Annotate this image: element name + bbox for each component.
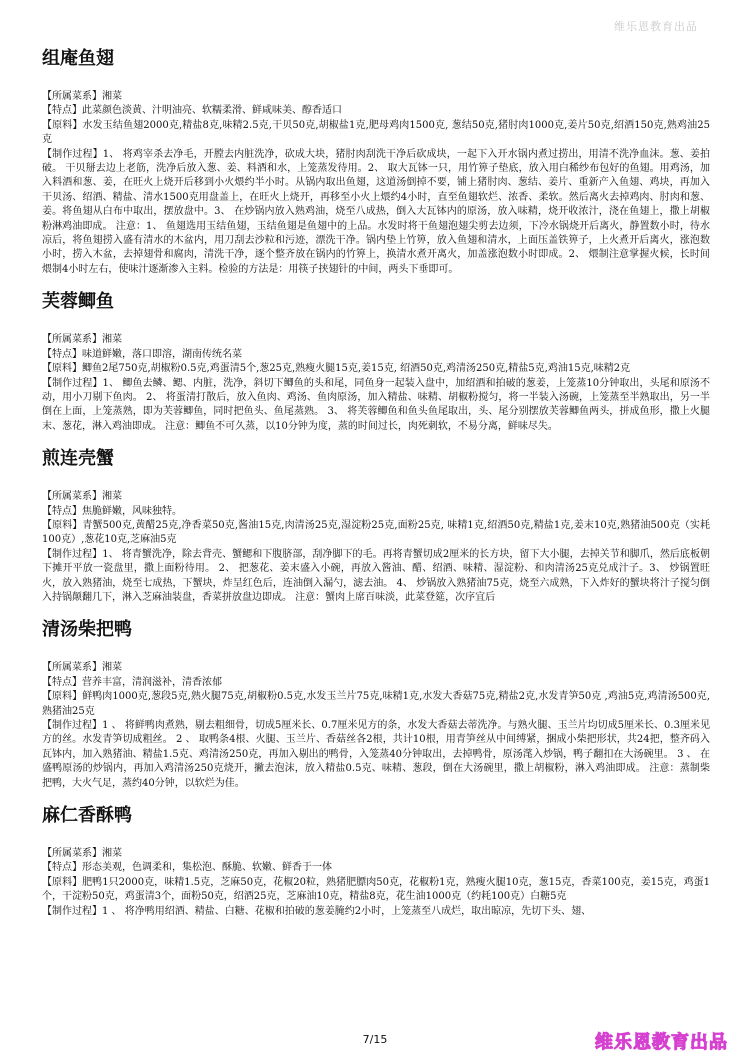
- ingredients-row: [42, 362, 710, 376]
- process-value: 1 、 将鲜鸭肉煮熟，剔去粗细骨，切成5厘米长、0.7厘米见方的条，水发大香菇去蒂洗净。与熟火腿、玉兰片均切成5厘米长、0.3厘米见方的丝。水发青笋切成粗丝。 2 、 取鸭条4根、火腿、玉兰片、香菇丝各2根，共计10根，用青笋丝从中间缚紧，捆成小柴把形状，共24把，整齐码入瓦钵内，加入熟猪油、精盐1.5克、鸡清汤250克，再加入剔出的鸭骨，入笼蒸40分钟取出，去掉鸭骨，原汤滗入炒锅，鸭子翻扣在大汤碗里。 3 、 在盛鸭原汤的炒锅内，再加入鸡清汤250克烧开，撇去泡沫，放入精盐0.5克、味精、葱段，倒在大汤碗里，撒上胡椒粉，淋入鸡油即成。 注意：蒸制柴把鸭，大火气足，蒸约40分钟，以软烂为佳。: [42, 720, 710, 789]
- process-value: 1 、 将净鸭用绍酒、精盐、白糖、花椒和拍破的葱姜腌约2小时，上笼蒸至八成烂，取出晾凉，先切下头、翅、: [102, 905, 592, 917]
- header-watermark: 维乐恩教育出品: [614, 20, 698, 33]
- category-label: 【所属菜系】: [42, 334, 102, 346]
- process-label: 【制作过程】: [42, 548, 103, 560]
- dish-section: [42, 48, 710, 277]
- footer-watermark: 维乐恩教育出品: [595, 1032, 728, 1053]
- category-row: [42, 847, 710, 861]
- ingredients-label: 【原料】: [42, 119, 83, 131]
- ingredients-label: 【原料】: [42, 519, 83, 531]
- process-row: [42, 905, 710, 919]
- feature-label: 【特点】: [42, 348, 82, 360]
- dish-section: [42, 291, 710, 434]
- category-value: 湘菜: [102, 848, 122, 860]
- document-body: [42, 48, 710, 933]
- feature-value: 此菜颜色淡黄、汁明油亮、软糯柔滑、鲜咸味美、醇香适口: [82, 105, 342, 117]
- feature-label: 【特点】: [42, 505, 82, 517]
- process-row: [42, 719, 710, 791]
- ingredients-value: 水发玉结鱼翅2000克,精盐8克,味精2.5克,干贝50克,胡椒盐1克,肥母鸡肉1500克, 葱结50克,猪肘肉1000克,姜片50克,绍酒150克,熟鸡油25克: [42, 119, 710, 146]
- ingredients-row: [42, 119, 710, 148]
- feature-row: [42, 861, 710, 875]
- ingredients-value: 肥鸭1只2000克，味精1.5克，芝麻50克，花椒20粒，熟猪肥膘肉50克，花椒粉1克，熟瘦火腿10克，葱15克，香菜100克，姜15克，鸡蛋1个，干淀粉50克，鸡蛋清3个，面粉50克，绍酒25克，芝麻油10克，精盐8克，花生油1000克（约耗100克）白糖5克: [42, 876, 711, 903]
- dish-section: [42, 448, 710, 605]
- ingredients-row: [42, 519, 710, 548]
- feature-row: [42, 104, 710, 118]
- category-row: [42, 490, 710, 504]
- process-row: [42, 148, 710, 278]
- feature-value: 形态美观，色调柔和，集松泡、酥脆、软嫩、鲜香于一体: [82, 862, 332, 874]
- feature-row: [42, 348, 710, 362]
- feature-value: 焦脆鲜嫩，风味独特。: [82, 505, 182, 517]
- feature-value: 营养丰富，清润滋补，清香浓郁: [82, 676, 222, 688]
- feature-label: 【特点】: [42, 862, 82, 874]
- ingredients-row: [42, 876, 710, 905]
- process-label: 【制作过程】: [42, 720, 103, 731]
- dish-section: [42, 805, 710, 919]
- process-value: 1、 将青蟹洗净，除去背壳、蟹鳃和下腹脐部，刮净脚下的毛。再将青蟹切成2厘米的长方块，留下大小腿，去掉关节和脚爪，然后底板朝下摊开平放一瓷盘里，撒上面粉待用。 2、 把葱花、姜末盛入小碗，再放入酱油、醋、绍酒、味精、湿淀粉、和肉清汤25克兑成汁子。3、 炒锅置旺火，放入熟猪油，烧至七成热，下蟹块，炸呈红色后，连油倒入漏勺，滤去油。 4、 炒锅放入熟猪油75克，烧至六成熟，下入炸好的蟹块将汁子搅匀倒入持锅颠翻几下，淋入芝麻油装盘，香菜拼放盘边即成。 注意：蟹肉上席百味淡，此菜登筵，次序宜后: [42, 548, 710, 603]
- feature-row: [42, 676, 710, 690]
- dish-title: 芙蓉鲫鱼: [42, 291, 114, 313]
- page-number: 7/15: [362, 1033, 388, 1046]
- process-label: 【制作过程】: [42, 905, 102, 917]
- dish-title: 清汤柴把鸭: [42, 619, 132, 641]
- dish-title: 麻仁香酥鸭: [42, 805, 132, 827]
- category-row: [42, 333, 710, 347]
- category-value: 湘菜: [102, 91, 122, 102]
- category-label: 【所属菜系】: [42, 491, 102, 503]
- feature-value: 味道鲜嫩，落口即溶，湖南传统名菜: [82, 348, 242, 360]
- category-value: 湘菜: [102, 334, 122, 346]
- category-label: 【所属菜系】: [42, 91, 102, 102]
- feature-label: 【特点】: [42, 105, 82, 117]
- category-label: 【所属菜系】: [42, 662, 102, 674]
- ingredients-value: 鲜鸭肉1000克,葱段5克,熟火腿75克,胡椒粉0.5克,水发玉兰片75克,味精1克,水发大香菇75克,精盐2克,水发青笋50克 ,鸡油5克,鸡清汤500克,熟猪油25克: [42, 691, 711, 717]
- ingredients-label: 【原料】: [42, 363, 82, 375]
- ingredients-value: 青蟹500克,黄醋25克,净香菜50克,酱油15克,肉清汤25克,湿淀粉25克,面粉25克, 味精1克,绍酒50克,精盐1克,姜末10克,熟猪油500克（实耗100克）,葱花10克,芝麻油5克: [42, 519, 711, 546]
- dish-title: 组庵鱼翅: [42, 48, 114, 69]
- process-row: [42, 377, 710, 435]
- process-label: 【制作过程】: [42, 148, 103, 160]
- category-label: 【所属菜系】: [42, 848, 102, 860]
- process-row: [42, 548, 710, 606]
- process-label: 【制作过程】: [42, 377, 103, 389]
- process-value: 1、 鲫鱼去鳞、鳃、内脏，洗净，斜切下鲫鱼的头和尾，同鱼身一起装入盘中，加绍酒和拍破的葱姜，上笼蒸10分钟取出，头尾和原汤不动，用小刀剔下鱼肉。 2、 将蛋清打散后，放入鱼肉、鸡汤、鱼肉原汤，加入精盐、味精、胡椒粉搅匀，将一半装入汤碗，上笼蒸至半熟取出，另一半倒在上面，上笼蒸熟，即为芙蓉鲫鱼，同时把鱼头、鱼尾蒸熟。 3、 将芙蓉鲫鱼和鱼头鱼尾取出，头、尾分别摆放芙蓉鲫鱼两头，拼成鱼形，撒上火腿末、葱花，淋入鸡油即成。 注意：鲫鱼不可久蒸，以10分钟为度，蒸的时间过长，肉死刺软，不易分离，鲜味尽失。: [42, 377, 711, 432]
- dish-title: 煎连壳蟹: [42, 448, 114, 470]
- ingredients-label: 【原料】: [42, 691, 83, 703]
- ingredients-label: 【原料】: [42, 876, 83, 888]
- feature-row: [42, 505, 710, 519]
- ingredients-row: [42, 690, 710, 719]
- category-row: [42, 661, 710, 675]
- dish-section: [42, 619, 710, 791]
- category-value: 湘菜: [102, 491, 122, 503]
- category-value: 湘菜: [102, 662, 122, 674]
- ingredients-value: 鲫鱼2尾750克,胡椒粉0.5克,鸡蛋清5个,葱25克,熟瘦火腿15克,姜15克, 绍酒50克,鸡清汤250克,精盐5克,鸡油15克,味精2克: [82, 363, 631, 375]
- category-row: [42, 90, 710, 104]
- feature-label: 【特点】: [42, 676, 82, 688]
- process-value: 1、 将鸡宰杀去净毛，开膛去内脏洗净，砍成大块，猪肘肉刮洗干净后砍成块，一起下入开水锅内煮过捞出，用清不洗净血沫。葱、姜拍破。 干贝掰去边上老筋，洗净后放入葱、姜、料酒和水，上笼蒸发待用。2、 取大瓦钵一只，用竹箅子垫底，放入用白稀纱布包好的鱼翅。用鸡汤，加入料酒和葱、姜，在旺火上烧开后移到小火煨约半小时。从锅内取出鱼翅，这道汤倒掉不要，铺上猪肘肉、葱结、姜片、重新产入鱼翅、鸡块，再加入干贝汤、绍酒、精盐、清水1500克用盘盖上，在旺火上烧开，再移至小火上煨约4小时，直至鱼翅软烂、浓香、柔软。然后离火去掉鸡肉、肘肉和葱、姜。将鱼翅从白布中取出，摆放盘中。3、 在炒锅内放入熟鸡油，烧至八成热，倒入大瓦钵内的原汤，放入味精，烧开收浓汁，浇在鱼翅上，撒上胡椒粉淋鸡油即成。 注意：1、 鱼翅选用玉结鱼翅，玉结鱼翅是鱼翅中的上品。水发时将干鱼翅泡翅尖剪去边须，下冷水锅烧开后离火，静置数小时，待水凉后，将鱼翅捞入盛有清水的木盆内，用刀刮去沙粒和污迹，漂洗干净。锅内垫上竹箅，放入鱼翅和清水，上面压盖铁箅子，上火煮开后离火，涨泡数小时，捞入木盆，去掉翅骨和腐肉，清洗干净，逐个整齐放在锅内的竹箅上，换清水煮开离火，加盖涨泡数小时即成。2、 煨制注意掌握火候，长时间煨制4小时左右，使味汁逐渐渗入主料。检验的方法是：用筷子挟翅针的中间，两头下垂即可。: [42, 148, 711, 275]
